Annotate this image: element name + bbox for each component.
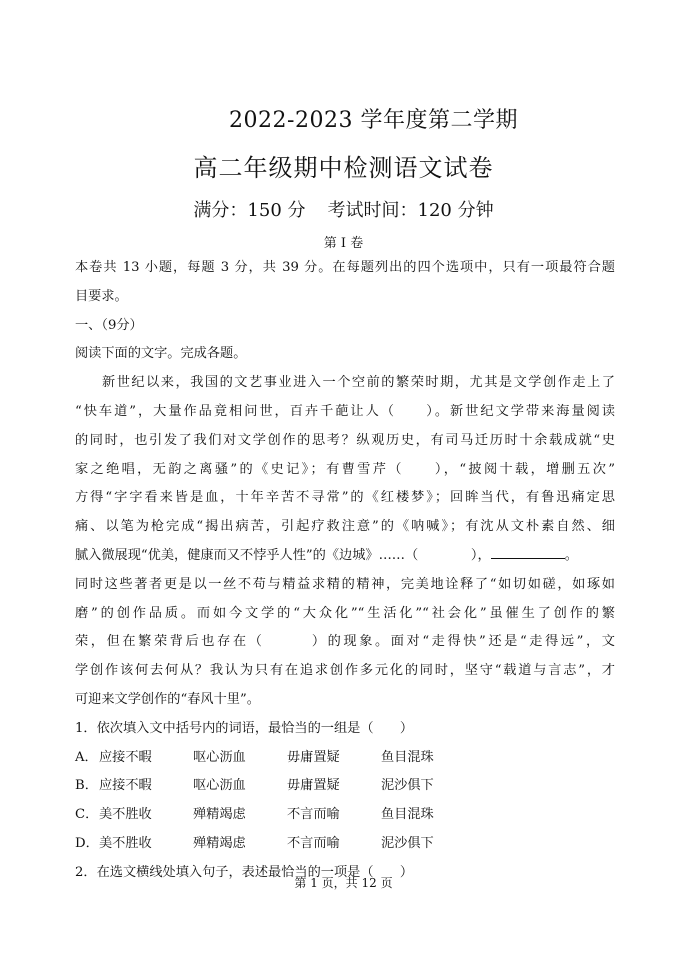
passage-line: 新世纪以来，我国的文艺事业进入一个空前的繁荣时期，尤其是文学创作走上了 <box>102 375 615 391</box>
passage-line: 家之绝唱，无韵之离骚”的《史记》；有曹雪芹（ ），“披阅十载，增删五次” <box>75 461 615 477</box>
exam-body <box>75 254 615 888</box>
exam-meta <box>0 196 687 222</box>
option-word: 鱼目混珠 <box>381 807 434 823</box>
question-2-stem: 2．在选文横线处填入句子，表述最恰当的一项是（ ） <box>75 864 414 880</box>
passage-line: 荣，但在繁荣背后也存在（ ）的现象。面对“走得快”还是“走得远”，文 <box>75 634 615 650</box>
instructions-line-1: 本卷共 13 小题，每题 3 分，共 39 分。在每题列出的四个选项中，只有一项最符合题 <box>75 260 615 275</box>
passage-line: 可迎来文学创作的“春风十里”。 <box>75 691 260 707</box>
passage-end-punct: 。 <box>564 547 578 563</box>
passage-line: 的同时，也引发了我们对文学创作的思考？纵观历史，有司马迁历时十余载成就“史 <box>75 432 615 448</box>
option-word: 不言而喻 <box>287 835 340 851</box>
passage-line: 痛、以笔为枪完成“揭出病苦，引起疗救注意”的《呐喊》；有沈从文朴素自然、细 <box>75 519 615 535</box>
option-word: 泥沙俱下 <box>381 778 434 794</box>
option-word: 鱼目混珠 <box>381 749 434 765</box>
section-heading: 一、（9分） <box>75 317 143 333</box>
option-letter: C． <box>75 807 99 823</box>
option-word: 泥沙俱下 <box>381 835 434 851</box>
option-letter: A． <box>75 749 98 765</box>
passage-line: 同时这些著者更是以一丝不苟与精益求精的精神，完美地诠释了“如切如磋，如琢如 <box>75 576 615 592</box>
section-prompt: 阅读下面的文字。完成各题。 <box>75 346 247 362</box>
page-footer: 第 1 页，共 12 页 <box>294 876 393 890</box>
fill-in-blank <box>491 544 565 559</box>
option-word: 美不胜收 <box>99 807 152 823</box>
passage-line-with-blank <box>75 542 615 571</box>
question-1-option-b <box>75 772 615 801</box>
passage-text: 腻入微展现“优美，健康而又不悖乎人性”的《边城》……（ ）， <box>75 547 491 563</box>
term-title: 2022-2023 学年度第二学期 <box>229 108 518 133</box>
passage-line: “快车道”，大量作品竟相问世，百卉千葩让人（ ）。新世纪文学带来海量阅读 <box>75 403 615 419</box>
option-word: 殚精竭虑 <box>193 835 246 851</box>
exam-title: 高二年级期中检测语文试卷 <box>193 154 494 182</box>
option-word: 毋庸置疑 <box>287 778 340 794</box>
volume-label: 第 I 卷 <box>323 236 364 251</box>
option-word: 美不胜收 <box>99 835 152 851</box>
option-word: 毋庸置疑 <box>287 749 340 765</box>
option-word: 呕心沥血 <box>193 778 246 794</box>
question-1-option-d <box>75 830 615 859</box>
option-word: 殚精竭虑 <box>193 807 246 823</box>
option-word: 应接不暇 <box>99 749 152 765</box>
passage-line: 方得“字字看来皆是血，十年辛苦不寻常”的《红楼梦》；回眸当代，有鲁迅痛定思 <box>75 490 615 506</box>
option-letter: B． <box>75 778 98 794</box>
full-score: 满分：150 分 <box>193 200 306 221</box>
option-word: 不言而喻 <box>287 807 340 823</box>
exam-time: 考试时间：120 分钟 <box>327 200 494 221</box>
option-word: 呕心沥血 <box>193 749 246 765</box>
question-1-option-a <box>75 744 615 773</box>
passage-line: 磨”的创作品质。而如今文学的“大众化”“生活化”“社会化”虽催生了创作的繁 <box>75 605 615 621</box>
option-letter: D． <box>75 835 99 851</box>
question-1-stem: 1．依次填入文中括号内的词语，最恰当的一组是（ ） <box>75 720 414 736</box>
instructions-line-2: 目要求。 <box>75 288 128 304</box>
passage-line: 学创作该何去何从？我认为只有在追求创作多元化的同时，坚守“载道与言志”，才 <box>75 663 615 679</box>
question-1-option-c <box>75 801 615 830</box>
option-word: 应接不暇 <box>99 778 152 794</box>
